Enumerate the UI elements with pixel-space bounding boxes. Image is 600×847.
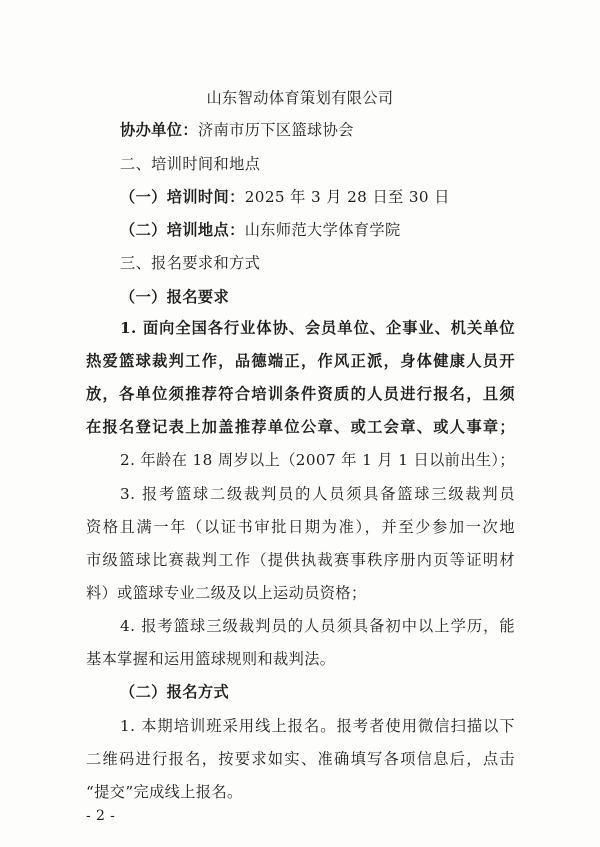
page-number: - 2 -: [86, 808, 116, 824]
training-place-line: [120, 220, 401, 240]
req3-line-1: 3. 报考篮球二级裁判员的人员须具备篮球三级裁判员: [120, 485, 515, 503]
co-organizer-label: 协办单位：: [120, 121, 198, 139]
req2-line: 2. 年龄在 18 周岁以上（2007 年 1 月 1 日以前出生）；: [120, 451, 516, 469]
co-organizer-line: [120, 120, 354, 140]
section-2-title: 二、培训时间和地点: [120, 155, 261, 173]
req3-line-2: 资格且满一年（以证书审批日期为准），并至少参加一次地: [86, 518, 515, 536]
training-time-label: （一）培训时间：: [120, 188, 245, 206]
req1-line-4: 在报名登记表上加盖推荐单位公章、或工会章、或人事章；: [86, 418, 515, 436]
training-place-value: 山东师范大学体育学院: [244, 221, 401, 239]
training-time-line: [120, 187, 450, 207]
req3-line-4: 料）或篮球专业二级及以上运动员资格；: [86, 584, 367, 602]
method1-line-3: “提交”完成线上报名。: [86, 783, 243, 801]
req4-line-1: 4. 报考篮球三级裁判员的人员须具备初中以上学历，能: [120, 617, 515, 635]
req3-line-3: 市级篮球比赛裁判工作（提供执裁赛事秩序册内页等证明材: [86, 551, 515, 569]
req1-line-2: 热爱篮球裁判工作，品德端正，作风正派，身体健康人员开: [86, 352, 515, 370]
req4-line-2: 基本掌握和运用篮球规则和裁判法。: [86, 650, 336, 668]
org-name: 山东智动体育策划有限公司: [206, 89, 394, 107]
requirements-title: （一）报名要求: [120, 288, 230, 306]
section-3-title: 三、报名要求和方式: [120, 254, 261, 272]
method1-line-2: 二维码进行报名，按要求如实、准确填写各项信息后，点击: [86, 750, 515, 768]
req1-line-3: 放，各单位须推荐符合培训条件资质的人员进行报名，且须: [86, 385, 515, 403]
method-title: （二）报名方式: [120, 683, 230, 701]
method1-line-1: 1. 本期培训班采用线上报名。报考者使用微信扫描以下: [120, 717, 515, 735]
training-place-label: （二）培训地点：: [120, 221, 245, 239]
req1-line-1: 1. 面向全国各行业体协、会员单位、企事业、机关单位: [120, 319, 515, 337]
training-time-value: 2025 年 3 月 28 日至 30 日: [244, 188, 450, 206]
co-organizer-value: 济南市历下区篮球协会: [197, 121, 354, 139]
